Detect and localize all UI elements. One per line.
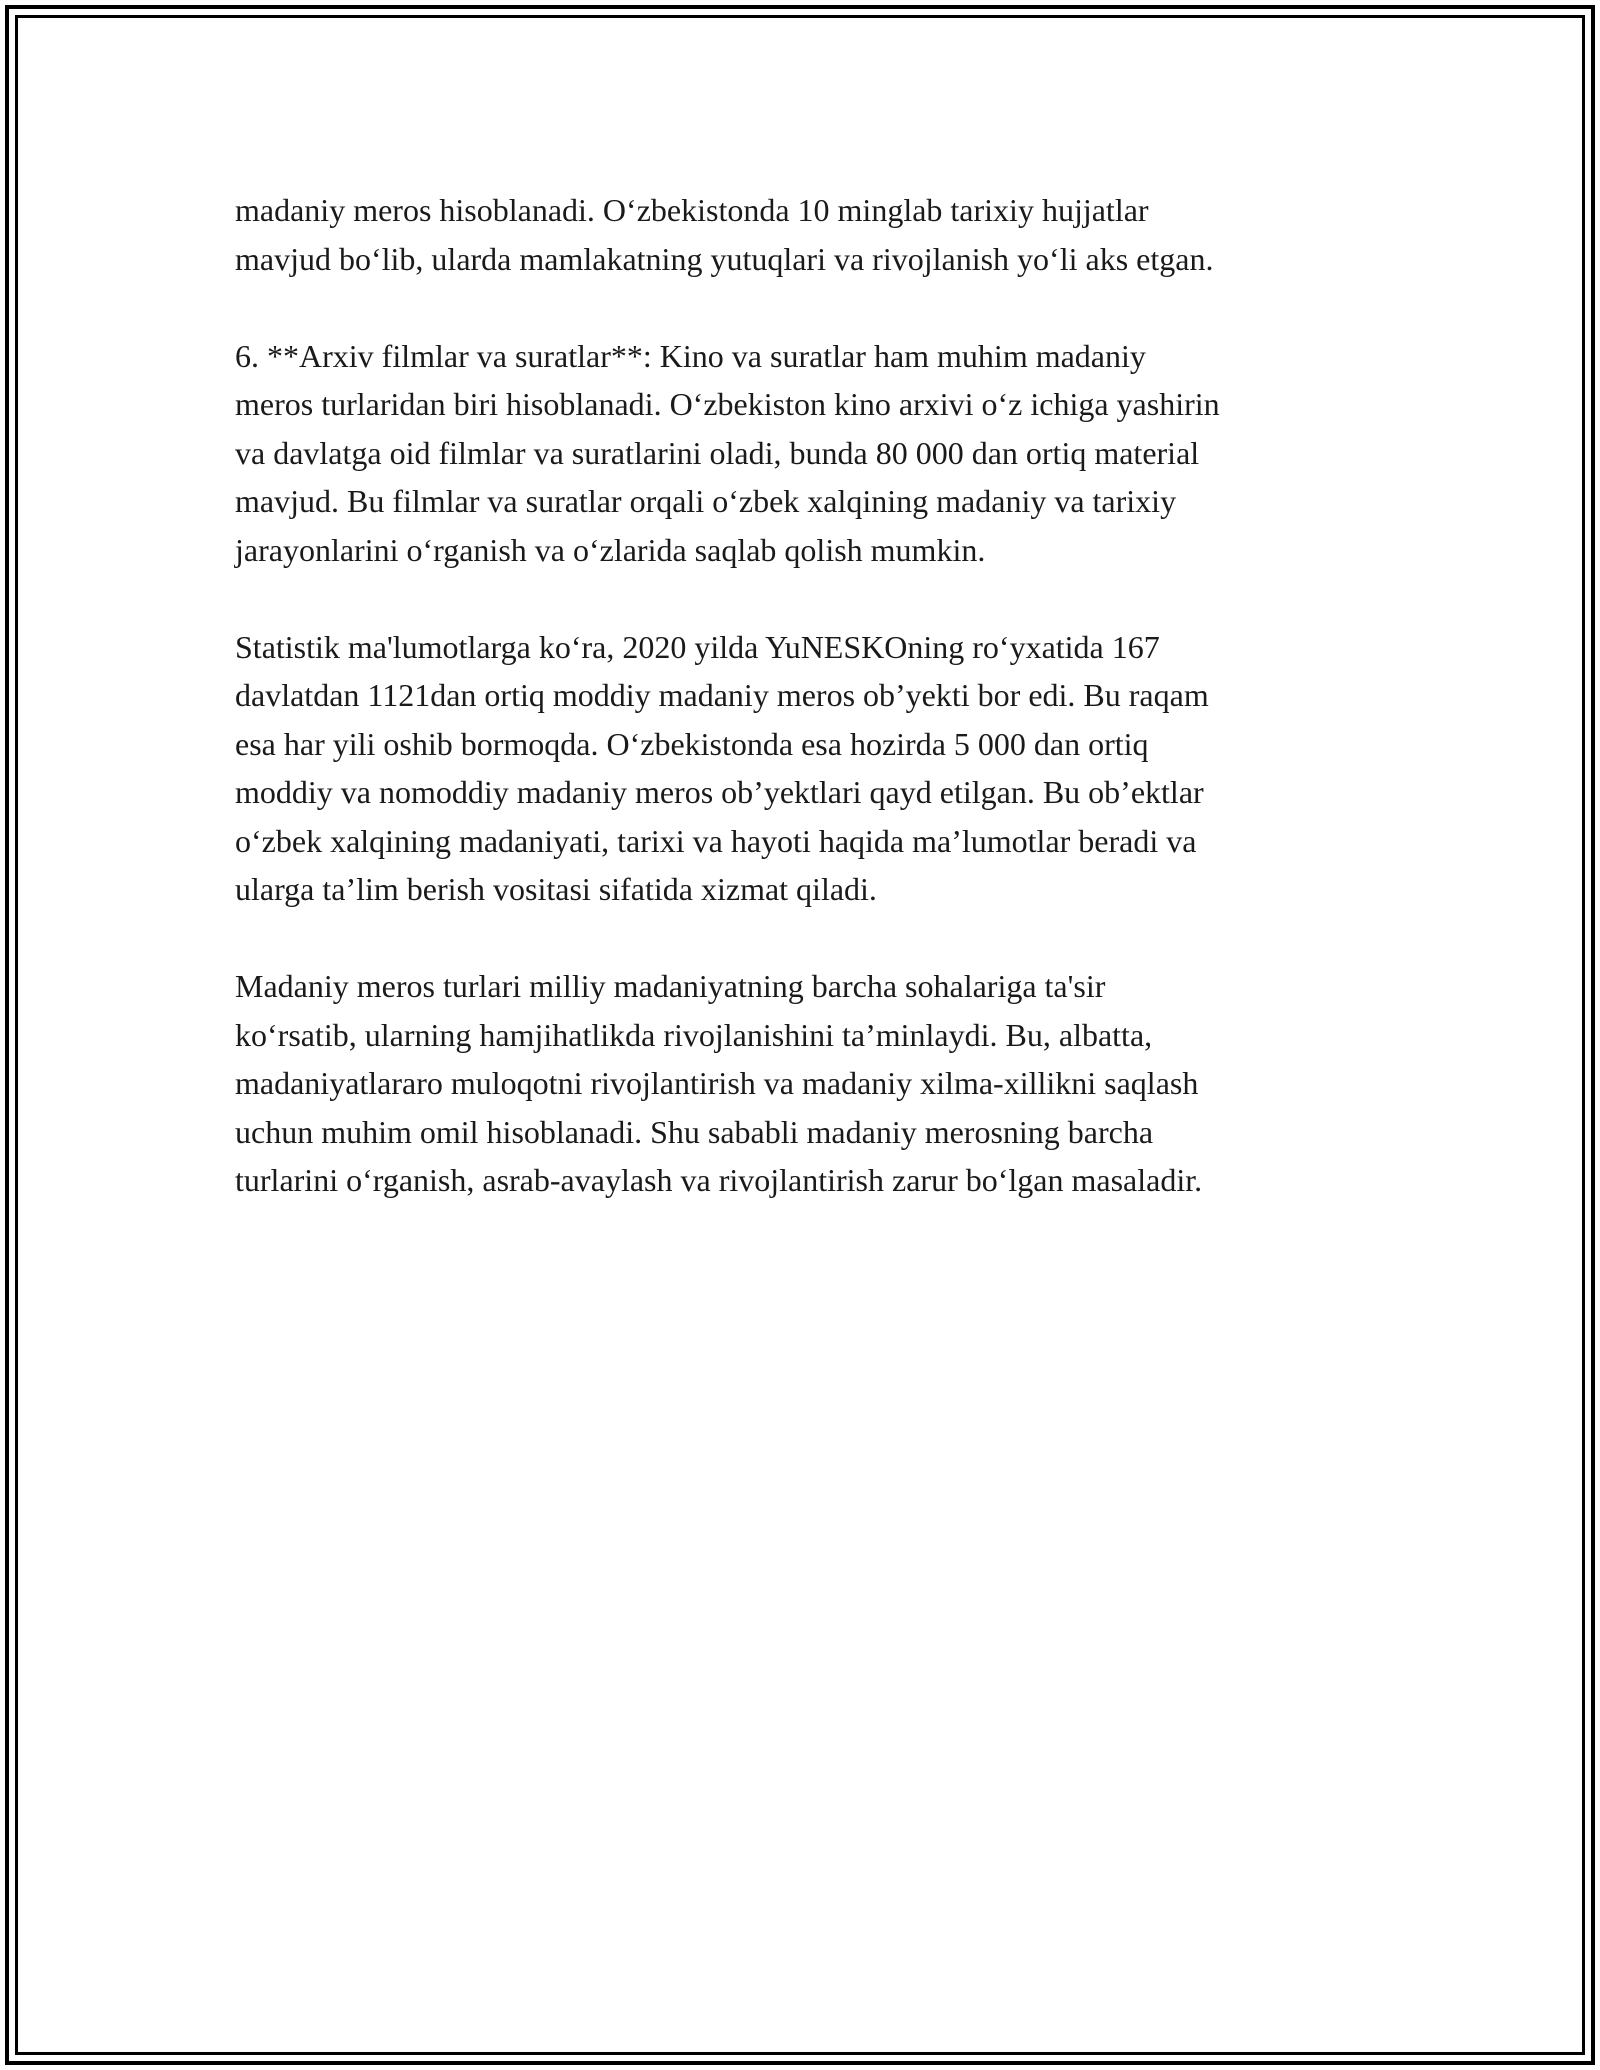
document-body (235, 186, 1380, 1253)
paragraph-archive-films: 6. **Arxiv filmlar va suratlar**: Kino va suratlar ham muhim madaniy meros turlaridan biri hisoblanadi. O‘zbekiston kino arxivi o‘z ichiga yashirin va davlatga oid filmlar va suratlarini oladi, bunda 80 000 dan ortiq material mavjud. Bu filmlar va suratlar orqali o‘zbek xalqining madaniy va tarixiy jarayonlarini o‘rganish va o‘zlarida saqlab qolish mumkin. (235, 337, 1220, 568)
paragraph-conclusion: Madaniy meros turlari milliy madaniyatning barcha sohalariga ta'sir ko‘rsatib, ularning hamjihatlikda rivojlanishini ta’minlaydi. Bu, albatta, madaniyatlararo muloqotni rivojlantirish va madaniy xilma-xillikni saqlash uchun muhim omil hisoblanadi. Shu sababli madaniy merosning barcha turlarini o‘rganish, asrab-avaylash va rivojlantirish zarur bo‘lgan masaladir. (235, 968, 1203, 1198)
paragraph-archival-documents: madaniy meros hisoblanadi. O‘zbekistonda 10 minglab tarixiy hujjatlar mavjud bo‘lib, ularda mamlakatning yutuqlari va rivojlanish yo‘li aks etgan. (235, 192, 1214, 277)
paragraph-statistics: Statistik ma'lumotlarga ko‘ra, 2020 yilda YuNESKOning ro‘yxatida 167 davlatdan 1121dan ortiq moddiy madaniy meros ob’yekti bor edi. Bu raqam esa har yili oshib bormoqda. O‘zbekistonda esa hozirda 5 000 dan ortiq moddiy va nomoddiy madaniy meros ob’yektlari qayd etilgan. Bu ob’ektlar o‘zbek xalqining madaniyati, tarixi va hayoti haqida ma’lumotlar beradi va ularga ta’lim berish vositasi sifatida xizmat qiladi. (235, 628, 1209, 907)
